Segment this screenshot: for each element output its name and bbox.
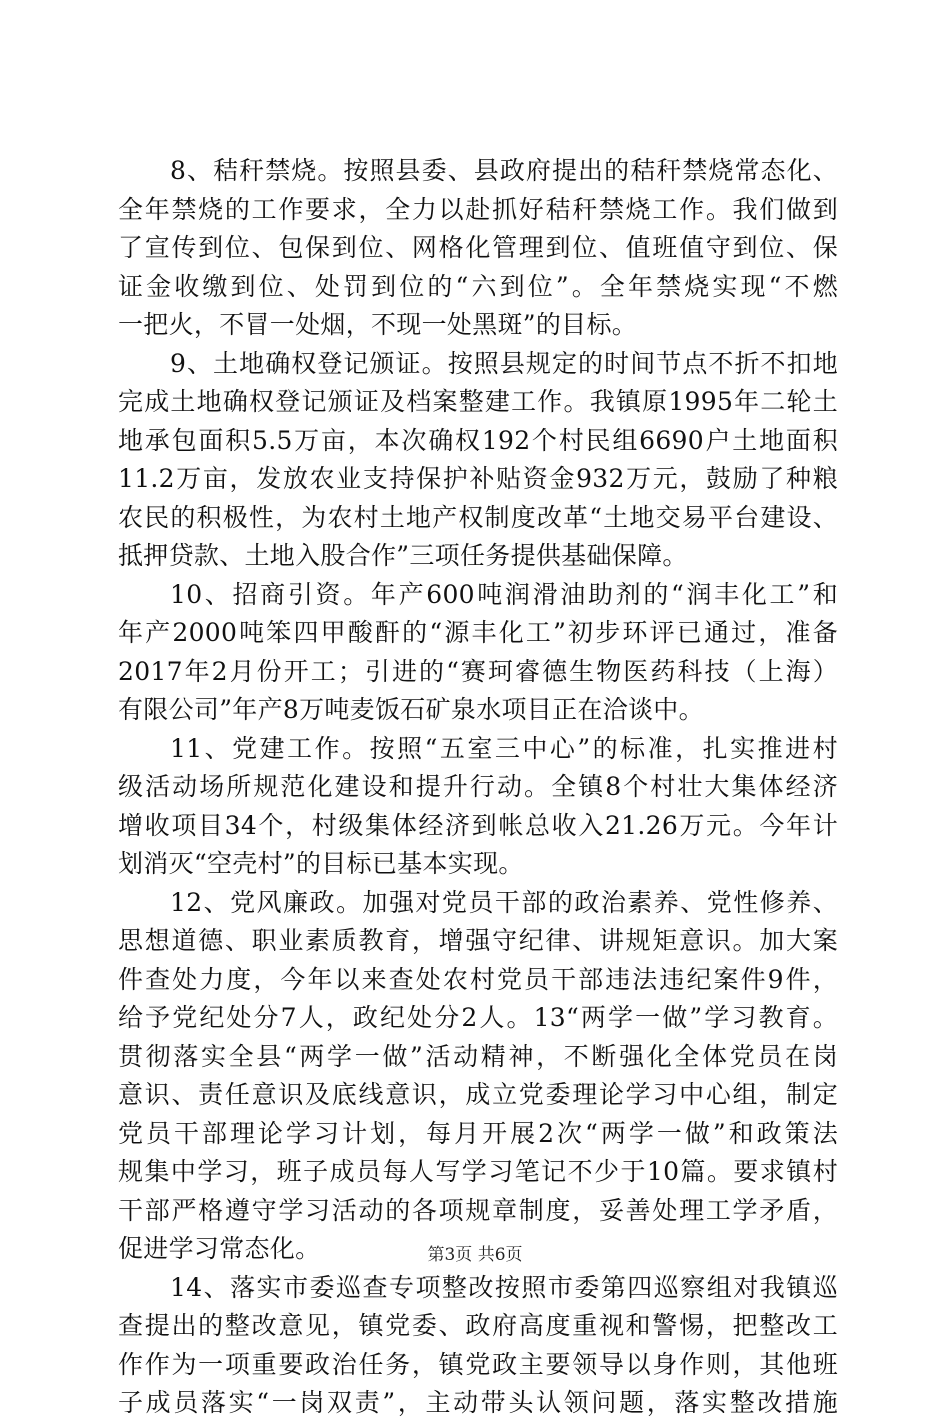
paragraph-straw-burning-ban: [118, 152, 838, 345]
text-line: 党员干部理论学习计划，每月开展2次“两学一做”和政策法: [118, 1118, 838, 1148]
text-line: 11.2万亩，发放农业支持保护补贴资金932万元，鼓励了种粮: [118, 464, 838, 493]
paragraph-inspection-rectification: [118, 1269, 838, 1423]
text-line: 级活动场所规范化建设和提升行动。全镇8个村壮大集体经济: [118, 772, 838, 801]
text-line: 划消灭“空壳村”的目标已基本实现。: [118, 849, 524, 878]
text-line: 证金收缴到位、处罚到位的“六到位”。全年禁烧实现“不燃: [118, 271, 838, 301]
text-line: 有限公司”年产8万吨麦饭石矿泉水项目正在洽谈中。: [118, 695, 704, 724]
text-line: 14、落实市委巡查专项整改按照市委第四巡察组对我镇巡: [170, 1272, 838, 1302]
text-line: 年产2000吨笨四甲酸酐的“源丰化工”初步环评已通过，准备: [118, 618, 838, 647]
text-line: 全年禁烧的工作要求，全力以赴抓好秸秆禁烧工作。我们做到: [118, 194, 838, 224]
text-line: 干部严格遵守学习活动的各项规章制度，妥善处理工学矛盾，: [118, 1195, 838, 1225]
text-line: 抵押贷款、土地入股合作”三项任务提供基础保障。: [118, 541, 688, 570]
text-line: 2017年2月份开工；引进的“赛珂睿德生物医药科技（上海）: [118, 656, 838, 686]
paragraph-party-integrity: [118, 884, 838, 1269]
text-line: 一把火，不冒一处烟，不现一处黑斑”的目标。: [118, 310, 638, 339]
text-line: 12、党风廉政。加强对党员干部的政治素养、党性修养、: [170, 887, 838, 917]
text-line: 作作为一项重要政治任务，镇党政主要领导以身作则，其他班: [118, 1349, 838, 1379]
text-line: 地承包面积5.5万亩，本次确权192个村民组6690户土地面积: [118, 425, 838, 455]
text-line: 农民的积极性，为农村土地产权制度改革“土地交易平台建设、: [118, 502, 838, 532]
text-line: 增收项目34个，村级集体经济到帐总收入21.26万元。今年计: [118, 810, 838, 840]
text-line: 10、招商引资。年产600吨润滑油助剂的“润丰化工”和: [170, 579, 838, 609]
text-line: 给予党纪处分7人，政纪处分2人。13“两学一做”学习教育。: [118, 1003, 838, 1032]
text-line: 11、党建工作。按照“五室三中心”的标准，扎实推进村: [170, 733, 838, 763]
text-line: 贯彻落实全县“两学一做”活动精神，不断强化全体党员在岗: [118, 1041, 838, 1071]
text-line: 规集中学习，班子成员每人写学习笔记不少于10篇。要求镇村: [118, 1157, 838, 1186]
text-line: 子成员落实“一岗双责”，主动带头认领问题，落实整改措施: [118, 1388, 838, 1417]
text-line: 8、秸秆禁烧。按照县委、县政府提出的秸秆禁烧常态化、: [170, 156, 838, 185]
page-number-footer: 第3页 共6页: [427, 1245, 523, 1265]
paragraph-investment-attraction: [118, 576, 838, 730]
text-line: 完成土地确权登记颁证及档案整建工作。我镇原1995年二轮土: [118, 387, 838, 416]
text-line: 意识、责任意识及底线意识，成立党委理论学习中心组，制定: [118, 1080, 838, 1109]
text-line: 了宣传到位、包保到位、网格化管理到位、值班值守到位、保: [118, 233, 838, 262]
document-body: [118, 152, 838, 1423]
text-line: 件查处力度，今年以来查处农村党员干部违法违纪案件9件，: [118, 964, 838, 994]
paragraph-land-rights-registration: [118, 345, 838, 576]
paragraph-party-building: [118, 730, 838, 884]
text-line: 思想道德、职业素质教育，增强守纪律、讲规矩意识。加大案: [118, 926, 838, 955]
text-line: 查提出的整改意见，镇党委、政府高度重视和警惕，把整改工: [118, 1311, 838, 1340]
text-line: 9、土地确权登记颁证。按照县规定的时间节点不折不扣地: [170, 348, 838, 378]
text-line: 促进学习常态化。: [118, 1234, 321, 1263]
